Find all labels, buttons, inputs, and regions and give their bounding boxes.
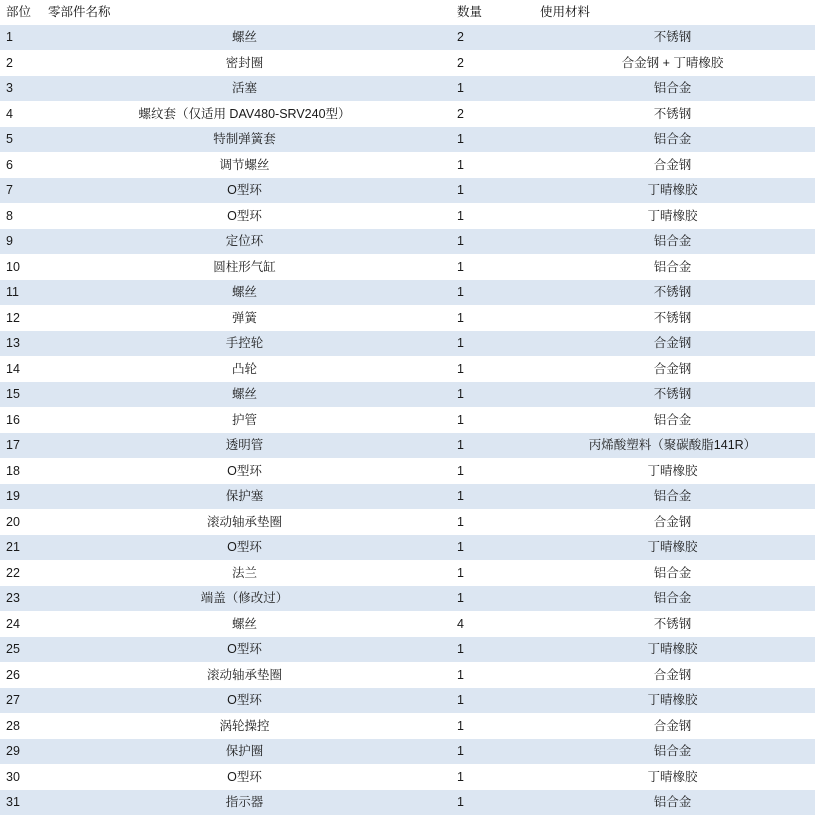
cell-material: 丁晴橡胶 [530, 688, 815, 714]
cell-quantity: 1 [447, 765, 530, 791]
cell-quantity: 1 [447, 280, 530, 306]
table-row [0, 76, 815, 102]
cell-material: 丙烯酸塑料（聚碳酸脂141R） [530, 433, 815, 459]
table-row [0, 561, 815, 587]
cell-quantity: 1 [447, 408, 530, 434]
column-header-quantity: 数量 [447, 0, 530, 25]
table-row [0, 612, 815, 638]
cell-quantity: 1 [447, 510, 530, 536]
cell-part-name: O型环 [42, 637, 447, 663]
cell-position: 3 [0, 76, 42, 102]
cell-quantity: 2 [447, 102, 530, 128]
cell-material: 铝合金 [530, 790, 815, 816]
cell-material: 铝合金 [530, 408, 815, 434]
table-row [0, 739, 815, 765]
table-row [0, 127, 815, 153]
cell-part-name: 特制弹簧套 [42, 127, 447, 153]
cell-quantity: 1 [447, 357, 530, 383]
cell-material: 不锈钢 [530, 25, 815, 51]
cell-quantity: 2 [447, 51, 530, 77]
cell-part-name: 弹簧 [42, 306, 447, 332]
table-row [0, 459, 815, 485]
cell-material: 铝合金 [530, 229, 815, 255]
table-row [0, 790, 815, 816]
column-header-material: 使用材料 [530, 0, 815, 25]
cell-quantity: 1 [447, 535, 530, 561]
cell-material: 合金钢 [530, 153, 815, 179]
cell-part-name: 涡轮操控 [42, 714, 447, 740]
cell-position: 1 [0, 25, 42, 51]
cell-position: 24 [0, 612, 42, 638]
table-row [0, 586, 815, 612]
table-row [0, 663, 815, 689]
cell-material: 不锈钢 [530, 280, 815, 306]
cell-material: 铝合金 [530, 484, 815, 510]
cell-quantity: 1 [447, 255, 530, 281]
cell-part-name: 手控轮 [42, 331, 447, 357]
cell-part-name: 保护塞 [42, 484, 447, 510]
table-row [0, 280, 815, 306]
cell-material: 铝合金 [530, 561, 815, 587]
cell-part-name: 螺丝 [42, 280, 447, 306]
table-row [0, 408, 815, 434]
cell-position: 12 [0, 306, 42, 332]
cell-part-name: O型环 [42, 535, 447, 561]
table-row [0, 688, 815, 714]
cell-material: 合金钢 [530, 663, 815, 689]
cell-part-name: 凸轮 [42, 357, 447, 383]
cell-material: 不锈钢 [530, 612, 815, 638]
cell-position: 29 [0, 739, 42, 765]
cell-material: 丁晴橡胶 [530, 637, 815, 663]
cell-part-name: 螺丝 [42, 25, 447, 51]
cell-part-name: 螺纹套（仅适用 DAV480-SRV240型） [42, 102, 447, 128]
cell-material: 合金钢 [530, 714, 815, 740]
cell-part-name: 端盖（修改过） [42, 586, 447, 612]
cell-quantity: 1 [447, 637, 530, 663]
cell-part-name: O型环 [42, 459, 447, 485]
cell-position: 21 [0, 535, 42, 561]
cell-part-name: 圆柱形气缸 [42, 255, 447, 281]
cell-position: 14 [0, 357, 42, 383]
cell-part-name: O型环 [42, 178, 447, 204]
table-row [0, 51, 815, 77]
table-row [0, 484, 815, 510]
cell-material: 合金钢 + 丁晴橡胶 [530, 51, 815, 77]
table-row [0, 229, 815, 255]
table-header-row [0, 0, 815, 25]
cell-quantity: 1 [447, 153, 530, 179]
cell-quantity: 1 [447, 586, 530, 612]
cell-part-name: 螺丝 [42, 382, 447, 408]
cell-quantity: 1 [447, 561, 530, 587]
cell-material: 不锈钢 [530, 382, 815, 408]
cell-position: 10 [0, 255, 42, 281]
cell-position: 20 [0, 510, 42, 536]
cell-quantity: 4 [447, 612, 530, 638]
cell-material: 丁晴橡胶 [530, 535, 815, 561]
cell-material: 铝合金 [530, 586, 815, 612]
cell-material: 丁晴橡胶 [530, 178, 815, 204]
cell-part-name: 护管 [42, 408, 447, 434]
cell-quantity: 1 [447, 688, 530, 714]
cell-material: 不锈钢 [530, 102, 815, 128]
cell-material: 丁晴橡胶 [530, 459, 815, 485]
cell-quantity: 1 [447, 739, 530, 765]
table-row [0, 153, 815, 179]
column-header-position: 部位 [0, 0, 42, 25]
cell-quantity: 1 [447, 484, 530, 510]
cell-part-name: 密封圈 [42, 51, 447, 77]
table-row [0, 535, 815, 561]
cell-quantity: 1 [447, 76, 530, 102]
table-row [0, 382, 815, 408]
cell-position: 18 [0, 459, 42, 485]
table-row [0, 765, 815, 791]
cell-position: 27 [0, 688, 42, 714]
cell-position: 2 [0, 51, 42, 77]
cell-position: 4 [0, 102, 42, 128]
cell-material: 丁晴橡胶 [530, 765, 815, 791]
cell-quantity: 2 [447, 25, 530, 51]
cell-position: 23 [0, 586, 42, 612]
cell-position: 11 [0, 280, 42, 306]
cell-quantity: 1 [447, 714, 530, 740]
cell-position: 31 [0, 790, 42, 816]
cell-material: 铝合金 [530, 76, 815, 102]
cell-material: 铝合金 [530, 255, 815, 281]
cell-part-name: 指示器 [42, 790, 447, 816]
cell-part-name: 定位环 [42, 229, 447, 255]
cell-part-name: O型环 [42, 688, 447, 714]
cell-position: 25 [0, 637, 42, 663]
cell-position: 5 [0, 127, 42, 153]
cell-position: 9 [0, 229, 42, 255]
cell-position: 7 [0, 178, 42, 204]
table-header [0, 0, 815, 25]
table-row [0, 357, 815, 383]
cell-part-name: 法兰 [42, 561, 447, 587]
table-body [0, 25, 815, 816]
cell-part-name: 活塞 [42, 76, 447, 102]
table-row [0, 306, 815, 332]
cell-position: 17 [0, 433, 42, 459]
cell-quantity: 1 [447, 229, 530, 255]
cell-part-name: 滚动轴承垫圈 [42, 510, 447, 536]
cell-position: 6 [0, 153, 42, 179]
cell-position: 16 [0, 408, 42, 434]
cell-position: 22 [0, 561, 42, 587]
cell-part-name: 滚动轴承垫圈 [42, 663, 447, 689]
cell-position: 26 [0, 663, 42, 689]
cell-part-name: 调节螺丝 [42, 153, 447, 179]
cell-material: 铝合金 [530, 127, 815, 153]
cell-quantity: 1 [447, 663, 530, 689]
cell-material: 丁晴橡胶 [530, 204, 815, 230]
cell-quantity: 1 [447, 178, 530, 204]
cell-part-name: O型环 [42, 204, 447, 230]
cell-material: 不锈钢 [530, 306, 815, 332]
column-header-part-name: 零部件名称 [42, 0, 447, 25]
cell-quantity: 1 [447, 433, 530, 459]
cell-position: 8 [0, 204, 42, 230]
table-row [0, 25, 815, 51]
table-row [0, 433, 815, 459]
cell-material: 铝合金 [530, 739, 815, 765]
table-row [0, 102, 815, 128]
cell-position: 30 [0, 765, 42, 791]
cell-position: 15 [0, 382, 42, 408]
cell-quantity: 1 [447, 790, 530, 816]
cell-material: 合金钢 [530, 357, 815, 383]
table-row [0, 178, 815, 204]
cell-part-name: 螺丝 [42, 612, 447, 638]
cell-quantity: 1 [447, 382, 530, 408]
cell-material: 合金钢 [530, 331, 815, 357]
cell-position: 13 [0, 331, 42, 357]
cell-position: 19 [0, 484, 42, 510]
cell-quantity: 1 [447, 204, 530, 230]
cell-material: 合金钢 [530, 510, 815, 536]
cell-part-name: O型环 [42, 765, 447, 791]
cell-quantity: 1 [447, 127, 530, 153]
table-row [0, 510, 815, 536]
table-row [0, 331, 815, 357]
cell-part-name: 保护圈 [42, 739, 447, 765]
table-row [0, 714, 815, 740]
table-row [0, 204, 815, 230]
cell-quantity: 1 [447, 306, 530, 332]
table-row [0, 255, 815, 281]
table-row [0, 637, 815, 663]
cell-position: 28 [0, 714, 42, 740]
cell-quantity: 1 [447, 459, 530, 485]
cell-quantity: 1 [447, 331, 530, 357]
cell-part-name: 透明管 [42, 433, 447, 459]
